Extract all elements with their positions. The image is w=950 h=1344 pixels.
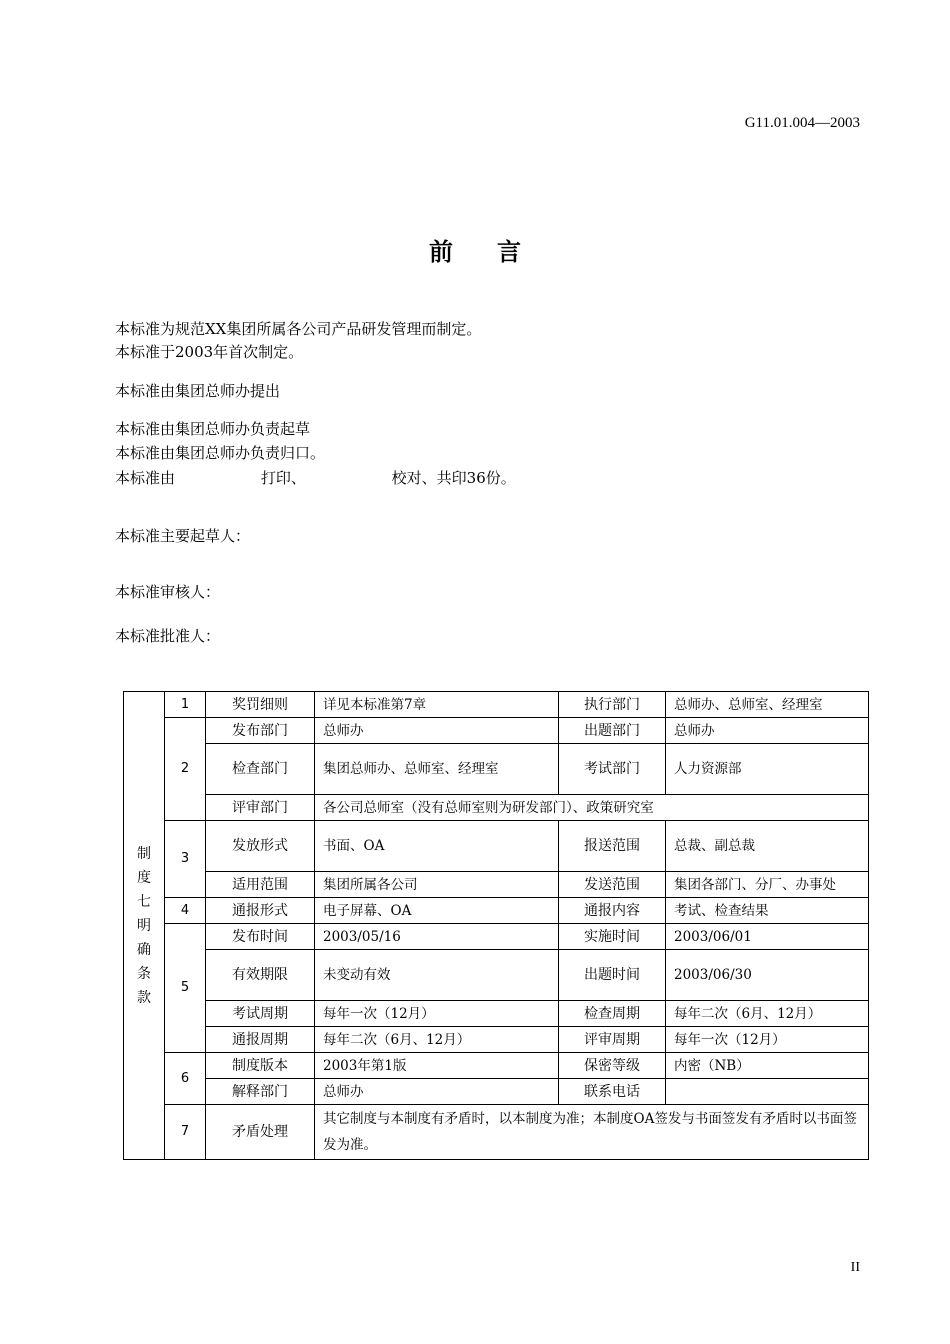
table-row (124, 1079, 869, 1105)
field-label: 适用范围 (206, 872, 315, 898)
field-label: 发布时间 (206, 924, 315, 950)
page-number: II (850, 1260, 860, 1275)
row-number: 4 (165, 898, 206, 924)
field-label: 发布部门 (206, 718, 315, 744)
row-number: 5 (165, 924, 206, 1053)
paragraph-proposed-by: 本标准由集团总师办提出 (115, 382, 281, 400)
row-number: 2 (165, 718, 206, 821)
field-label: 评审部门 (206, 795, 315, 821)
row-number: 1 (165, 692, 206, 718)
paragraph-reviewer: 本标准审核人： (115, 583, 221, 601)
field-label: 考试周期 (206, 1001, 315, 1027)
contact-phone-value (666, 1079, 869, 1105)
paragraph-drafted-by: 本标准由集团总师办负责起草 (115, 420, 311, 438)
field-label: 通报形式 (206, 898, 315, 924)
field-label: 矛盾处理 (206, 1105, 315, 1160)
table-row (124, 718, 869, 744)
field-value: 2003/06/30 (666, 950, 869, 1001)
table-row (124, 924, 869, 950)
row-number: 6 (165, 1053, 206, 1105)
field-value: 内密（NB） (666, 1053, 869, 1079)
field-value: 总师办、总师室、经理室 (666, 692, 869, 718)
field-label: 出题时间 (559, 950, 666, 1001)
regulation-clause-table (123, 691, 869, 1160)
field-value: 每年一次（12月） (315, 1001, 559, 1027)
table-row (124, 692, 869, 718)
field-label: 制度版本 (206, 1053, 315, 1079)
field-label: 联系电话 (559, 1079, 666, 1105)
table-row (124, 898, 869, 924)
paragraph-printing: 本标准由 打印、 校对、共印36份。 (115, 469, 516, 487)
field-value: 未变动有效 (315, 950, 559, 1001)
field-label: 保密等级 (559, 1053, 666, 1079)
field-value: 人力资源部 (666, 744, 869, 795)
field-label: 发放形式 (206, 821, 315, 872)
field-label: 检查周期 (559, 1001, 666, 1027)
paragraph-managed-by: 本标准由集团总师办负责归口。 (115, 444, 326, 462)
table-row (124, 1053, 869, 1079)
side-label: 制度七明确条款 (137, 845, 151, 1006)
field-value: 集团各部门、分厂、办事处 (666, 872, 869, 898)
field-value: 2003年第1版 (315, 1053, 559, 1079)
field-label: 奖罚细则 (206, 692, 315, 718)
field-value: 详见本标准第7章 (315, 692, 559, 718)
field-label: 评审周期 (559, 1027, 666, 1053)
field-value: 每年二次（6月、12月） (315, 1027, 559, 1053)
field-value: 总师办 (666, 718, 869, 744)
table-row (124, 950, 869, 1001)
field-value: 2003/05/16 (315, 924, 559, 950)
side-label-cell (124, 692, 165, 1160)
paragraph-main-drafters: 本标准主要起草人： (115, 527, 251, 545)
field-label: 实施时间 (559, 924, 666, 950)
field-label: 报送范围 (559, 821, 666, 872)
row-number: 3 (165, 821, 206, 898)
document-code: G11.01.004—2003 (744, 115, 860, 131)
field-label: 通报内容 (559, 898, 666, 924)
page-title: 前言 (429, 238, 565, 266)
field-label: 考试部门 (559, 744, 666, 795)
table-row (124, 1105, 869, 1160)
table-row (124, 1027, 869, 1053)
field-label: 检查部门 (206, 744, 315, 795)
table-row (124, 821, 869, 872)
field-label: 出题部门 (559, 718, 666, 744)
paragraph-approver: 本标准批准人： (115, 627, 221, 645)
field-value: 电子屏幕、OA (315, 898, 559, 924)
field-value: 书面、OA (315, 821, 559, 872)
paragraph-purpose: 本标准为规范XX集团所属各公司产品研发管理而制定。 (115, 320, 482, 338)
field-value: 考试、检查结果 (666, 898, 869, 924)
field-value: 总裁、副总裁 (666, 821, 869, 872)
paragraph-first-issued: 本标准于2003年首次制定。 (115, 343, 304, 361)
table-row (124, 1001, 869, 1027)
field-label: 有效期限 (206, 950, 315, 1001)
table-row (124, 872, 869, 898)
field-value: 每年二次（6月、12月） (666, 1001, 869, 1027)
field-label: 执行部门 (559, 692, 666, 718)
field-value: 总师办 (315, 718, 559, 744)
row-number: 7 (165, 1105, 206, 1160)
field-value: 集团所属各公司 (315, 872, 559, 898)
field-value: 其它制度与本制度有矛盾时，以本制度为准；本制度OA签发与书面签发有矛盾时以书面签发为准。 (315, 1105, 869, 1160)
field-value: 2003/06/01 (666, 924, 869, 950)
field-value: 集团总师办、总师室、经理室 (315, 744, 559, 795)
field-value: 总师办 (315, 1079, 559, 1105)
table-row (124, 744, 869, 795)
field-label: 解释部门 (206, 1079, 315, 1105)
field-label: 发送范围 (559, 872, 666, 898)
table-row (124, 795, 869, 821)
field-value: 每年一次（12月） (666, 1027, 869, 1053)
field-value: 各公司总师室（没有总师室则为研发部门）、政策研究室 (315, 795, 869, 821)
field-label: 通报周期 (206, 1027, 315, 1053)
